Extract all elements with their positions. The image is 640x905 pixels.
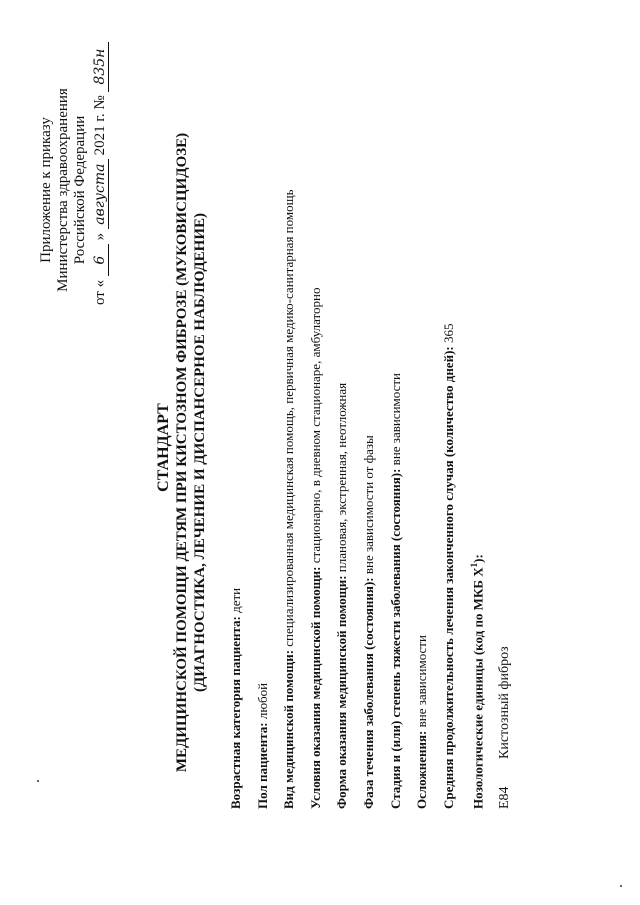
order-number: 835н — [93, 42, 109, 92]
field-care-form — [334, 9, 349, 809]
field-label: Стадия и (или) степень тяжести заболевания (состояния): — [387, 468, 403, 809]
standard-fields — [228, 9, 512, 809]
order-prefix: от « — [92, 279, 108, 305]
field-label-suffix: ): — [470, 554, 486, 563]
order-mid: » — [92, 232, 108, 241]
field-value: вне зависимости — [414, 635, 430, 728]
field-label: Форма оказания медицинской помощи: — [334, 575, 350, 809]
order-date-row — [92, 48, 109, 305]
field-label: Возрастная категория пациента: — [228, 616, 243, 809]
title-line-3: (ДИАГНОСТИКА, ЛЕЧЕНИЕ И ДИСПАНСЕРНОЕ НАБЛЮДЕНИЕ) — [192, 213, 208, 693]
appendix-line-1: Приложение к приказу — [38, 117, 54, 263]
nosology-row — [497, 9, 512, 809]
field-label: Условия оказания медицинской помощи: — [307, 566, 323, 809]
field-disease-stage — [388, 9, 403, 809]
field-label: Осложнения: — [414, 730, 430, 809]
field-care-conditions — [308, 9, 323, 809]
field-value: дети — [228, 587, 243, 613]
title-line-2: МЕДИЦИНСКОЙ ПОМОЩИ ДЕТЯМ ПРИ КИСТОЗНОМ ФИБРОЗЕ (МУКОВИСЦИДОЗЕ) — [174, 132, 190, 773]
field-value: стационарно, в дневном стационаре, амбулаторно — [307, 287, 323, 564]
appendix-line-3: Российской Федерации — [72, 115, 88, 265]
field-age-category — [228, 9, 243, 809]
field-value: вне зависимости от фазы — [360, 435, 376, 575]
order-month: августа — [93, 159, 109, 229]
field-value: вне зависимости — [387, 373, 403, 466]
field-label: Вид медицинской помощи: — [281, 649, 297, 809]
field-treatment-duration — [441, 9, 456, 809]
field-label: Пол пациента: — [254, 722, 270, 809]
field-label: Фаза течения заболевания (состояния): — [360, 577, 376, 809]
field-nosology — [467, 9, 485, 809]
field-complications — [414, 9, 429, 809]
footnote-mark: 1 — [469, 562, 480, 568]
icd-code: E84 — [497, 786, 513, 809]
order-year: 2021 г. № — [92, 95, 108, 156]
field-value: 365 — [440, 323, 456, 344]
appendix-header — [38, 48, 109, 305]
icd-name: Кистозный фиброз — [497, 646, 513, 759]
title-standard: СТАНДАРТ — [155, 403, 172, 492]
scan-speck — [37, 780, 39, 782]
appendix-line-2: Министерства здравоохранения — [55, 88, 71, 292]
field-sex — [255, 9, 270, 809]
field-care-type — [281, 9, 296, 809]
field-disease-phase — [361, 9, 376, 809]
document-title — [155, 0, 209, 905]
field-label: Нозологические единицы (код по МКБ X — [470, 567, 486, 809]
field-value: специализированная медицинская помощь, первичная медико-санитарная помощь — [281, 189, 297, 647]
field-label: Средняя продолжительность лечения законченного случая (количество дней): — [440, 346, 456, 809]
field-value: любой — [254, 682, 270, 720]
order-day: 6 — [93, 244, 109, 276]
field-value: плановая, экстренная, неотложная — [334, 382, 350, 573]
scan-speck — [620, 885, 622, 887]
